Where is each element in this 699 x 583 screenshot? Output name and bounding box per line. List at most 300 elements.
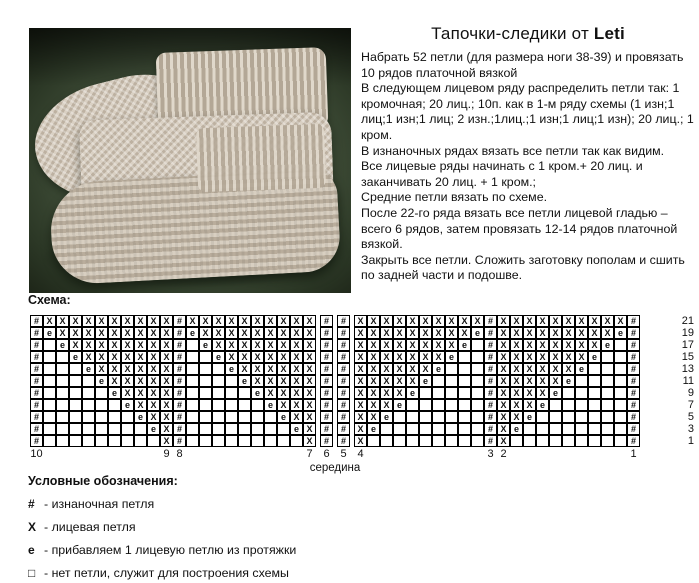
knit-cell: X (562, 339, 575, 351)
knit-cell: X (121, 327, 134, 339)
empty-cell (536, 411, 549, 423)
empty-cell (432, 423, 445, 435)
empty-cell (186, 351, 199, 363)
chart-row (173, 339, 186, 351)
knit-cell: X (536, 339, 549, 351)
knit-cell: X (458, 315, 471, 327)
chart-row (354, 339, 484, 351)
knit-cell: X (380, 375, 393, 387)
knit-cell: X (354, 327, 367, 339)
knit-cell: X (108, 327, 121, 339)
chart-row (30, 327, 43, 339)
knit-cell: X (277, 363, 290, 375)
empty-cell (186, 399, 199, 411)
increase-cell: e (406, 387, 419, 399)
empty-cell (212, 363, 225, 375)
knit-cell: X (497, 411, 510, 423)
chart-row (173, 423, 186, 435)
empty-cell (199, 387, 212, 399)
knit-cell: X (147, 315, 160, 327)
empty-cell (419, 399, 432, 411)
purl-cell: # (30, 339, 43, 351)
chart-row (627, 375, 640, 387)
empty-cell (212, 375, 225, 387)
knit-cell: X (419, 327, 432, 339)
knit-cell: X (303, 339, 316, 351)
chart-row (173, 363, 186, 375)
chart-row (497, 375, 627, 387)
knit-cell: X (147, 327, 160, 339)
empty-cell (82, 435, 95, 447)
knit-cell: X (445, 315, 458, 327)
knit-cell: X (367, 339, 380, 351)
chart-row (30, 399, 43, 411)
purl-cell: # (337, 351, 350, 363)
knit-cell: X (160, 327, 173, 339)
chart-row (186, 351, 316, 363)
purl-cell: # (173, 339, 186, 351)
chart-row (627, 423, 640, 435)
knit-cell: X (82, 351, 95, 363)
increase-cell: e (562, 375, 575, 387)
empty-cell (393, 411, 406, 423)
empty-cell (186, 363, 199, 375)
chart-row (173, 351, 186, 363)
empty-cell (82, 411, 95, 423)
empty-cell (575, 435, 588, 447)
knit-cell: X (367, 363, 380, 375)
empty-cell (575, 399, 588, 411)
chart-stitch-number: 4 (357, 448, 364, 460)
knit-cell: X (510, 351, 523, 363)
chart-row (43, 375, 173, 387)
chart-row (43, 339, 173, 351)
knit-cell: X (445, 327, 458, 339)
purl-cell: # (337, 435, 350, 447)
chart-row (337, 351, 350, 363)
chart-section-6 (337, 315, 350, 447)
knit-cell: X (277, 327, 290, 339)
chart-row (497, 435, 627, 447)
empty-cell (147, 435, 160, 447)
knit-cell: X (380, 363, 393, 375)
knit-cell: X (510, 339, 523, 351)
slippers-photo (29, 28, 351, 293)
empty-cell (614, 423, 627, 435)
chart-row (30, 339, 43, 351)
knit-cell: X (354, 399, 367, 411)
chart-row (30, 375, 43, 387)
empty-cell (601, 363, 614, 375)
page-title-text: Тапочки-следики от (431, 24, 594, 43)
knit-cell: X (160, 399, 173, 411)
chart-row (337, 387, 350, 399)
empty-cell (471, 411, 484, 423)
chart-row (30, 363, 43, 375)
chart-row (30, 387, 43, 399)
purl-cell: # (30, 363, 43, 375)
knit-cell: X (121, 387, 134, 399)
legend-item-increase (28, 543, 296, 557)
empty-cell (471, 423, 484, 435)
empty-cell (69, 411, 82, 423)
increase-cell: e (367, 423, 380, 435)
knit-cell: X (419, 351, 432, 363)
knit-cell: X (290, 387, 303, 399)
knit-cell: X (290, 399, 303, 411)
empty-cell (199, 375, 212, 387)
chart-row (186, 375, 316, 387)
empty-cell (367, 435, 380, 447)
chart-row (173, 411, 186, 423)
chart-row (354, 423, 484, 435)
knit-cell: X (251, 351, 264, 363)
empty-cell (601, 411, 614, 423)
knit-cell: X (523, 351, 536, 363)
knit-cell: X (277, 387, 290, 399)
purl-cell: # (484, 435, 497, 447)
knit-cell: X (82, 339, 95, 351)
knit-cell: X (82, 327, 95, 339)
empty-cell (601, 423, 614, 435)
knit-cell: X (367, 351, 380, 363)
knit-cell: X (303, 387, 316, 399)
chart-row (484, 327, 497, 339)
chart-row (484, 351, 497, 363)
empty-cell (458, 375, 471, 387)
knit-cell: X (445, 339, 458, 351)
knit-cell: X (186, 315, 199, 327)
knit-cell: X (108, 375, 121, 387)
knit-cell: X (354, 423, 367, 435)
knit-cell: X (380, 387, 393, 399)
knit-cell: X (251, 315, 264, 327)
knit-cell: X (108, 339, 121, 351)
purl-cell: # (173, 435, 186, 447)
empty-cell (199, 411, 212, 423)
knit-cell: X (471, 315, 484, 327)
chart-row (627, 411, 640, 423)
knit-cell: X (147, 339, 160, 351)
knit-cell: X (108, 351, 121, 363)
increase-cell: e (108, 387, 121, 399)
knit-cell: X (121, 363, 134, 375)
empty-cell (43, 339, 56, 351)
purl-cell: # (627, 399, 640, 411)
knit-cell: X (303, 363, 316, 375)
increase-cell: e (82, 363, 95, 375)
empty-cell (406, 399, 419, 411)
chart-row-number: 19 (681, 327, 694, 339)
empty-cell (199, 435, 212, 447)
knit-cell: X (290, 375, 303, 387)
empty-cell (471, 363, 484, 375)
purl-cell: # (320, 363, 333, 375)
knit-cell: X (393, 363, 406, 375)
empty-cell (471, 399, 484, 411)
empty-cell (601, 351, 614, 363)
chart-row (30, 315, 43, 327)
knit-cell: X (575, 339, 588, 351)
knit-cell: X (277, 315, 290, 327)
knit-cell: X (393, 339, 406, 351)
knit-cell: X (238, 339, 251, 351)
empty-cell (419, 411, 432, 423)
purl-cell: # (627, 339, 640, 351)
chart-row (337, 315, 350, 327)
knit-cell: X (354, 315, 367, 327)
empty-cell (406, 435, 419, 447)
purl-cell: # (627, 375, 640, 387)
empty-cell (458, 387, 471, 399)
knit-cell: X (277, 399, 290, 411)
knit-cell: X (393, 375, 406, 387)
increase-cell: e (212, 351, 225, 363)
knit-cell: X (199, 315, 212, 327)
purl-cell: # (173, 315, 186, 327)
chart-row (30, 435, 43, 447)
knit-cell: X (419, 363, 432, 375)
chart-row (173, 375, 186, 387)
knit-cell: X (264, 339, 277, 351)
chart-row (337, 363, 350, 375)
chart-row (320, 387, 333, 399)
knit-cell: X (510, 399, 523, 411)
empty-cell (588, 387, 601, 399)
knit-cell: X (69, 327, 82, 339)
purl-cell: # (30, 411, 43, 423)
empty-cell (251, 423, 264, 435)
chart-row (43, 327, 173, 339)
knit-cell: X (614, 315, 627, 327)
knit-cell: X (575, 327, 588, 339)
empty-cell (43, 363, 56, 375)
increase-cell: e (458, 339, 471, 351)
increase-cell: e (588, 351, 601, 363)
knit-cell: X (225, 327, 238, 339)
chart-bottom-slot (186, 448, 316, 460)
empty-cell (56, 399, 69, 411)
knit-cell: X (536, 363, 549, 375)
knit-cell: X (406, 315, 419, 327)
knit-cell: X (238, 315, 251, 327)
empty-cell (523, 423, 536, 435)
purl-cell: # (320, 399, 333, 411)
purl-cell: # (627, 363, 640, 375)
knit-cell: X (536, 351, 549, 363)
chart-row (320, 411, 333, 423)
empty-cell (69, 363, 82, 375)
empty-cell (536, 435, 549, 447)
chart-row (173, 327, 186, 339)
knit-cell: X (160, 387, 173, 399)
knit-cell: X (497, 351, 510, 363)
knit-cell: X (432, 351, 445, 363)
empty-cell (549, 435, 562, 447)
empty-cell (69, 435, 82, 447)
knit-cell: X (458, 327, 471, 339)
empty-cell (562, 387, 575, 399)
purl-cell: # (173, 327, 186, 339)
empty-cell (471, 375, 484, 387)
chart-section-10 (627, 315, 640, 447)
empty-cell (43, 435, 56, 447)
legend-text: - прибавляем 1 лицевую петлю из протяжки (44, 543, 297, 557)
purl-cell: # (320, 423, 333, 435)
knit-cell: X (380, 351, 393, 363)
chart-row-number: 17 (681, 339, 694, 351)
knit-cell: X (134, 375, 147, 387)
purl-cell: # (627, 435, 640, 447)
knit-cell: X (549, 315, 562, 327)
knit-cell: X (303, 375, 316, 387)
empty-cell (406, 411, 419, 423)
increase-cell: e (251, 387, 264, 399)
empty-cell (43, 411, 56, 423)
empty-cell (121, 435, 134, 447)
knit-cell: X (367, 375, 380, 387)
increase-cell: e (536, 399, 549, 411)
knit-cell: X (497, 399, 510, 411)
empty-cell (575, 411, 588, 423)
knit-cell: X (303, 351, 316, 363)
chart-row-number: 21 (681, 315, 694, 327)
purl-cell: # (627, 387, 640, 399)
knit-cell: X (95, 327, 108, 339)
legend-item-empty (28, 566, 296, 580)
chart-stitch-number: 7 (306, 448, 313, 460)
chart-row (186, 435, 316, 447)
knit-cell: X (575, 315, 588, 327)
chart-bottom-slot (627, 448, 640, 460)
purl-cell: # (30, 315, 43, 327)
empty-cell (134, 423, 147, 435)
chart-row-number: 15 (681, 351, 694, 363)
knit-cell: X (575, 351, 588, 363)
chart-row (354, 435, 484, 447)
chart-bottom-slot (354, 448, 484, 460)
knit-cell: X (212, 327, 225, 339)
empty-cell (588, 435, 601, 447)
knit-cell: X (549, 327, 562, 339)
chart-row (43, 351, 173, 363)
knit-cell: X (264, 363, 277, 375)
chart-row (354, 351, 484, 363)
knit-cell: X (95, 351, 108, 363)
empty-cell (251, 399, 264, 411)
increase-cell: e (199, 339, 212, 351)
chart-row (320, 399, 333, 411)
knit-cell: X (510, 387, 523, 399)
empty-cell (212, 435, 225, 447)
purl-cell: # (337, 399, 350, 411)
chart-stitch-number: 1 (630, 448, 637, 460)
empty-cell (225, 387, 238, 399)
knit-cell: X (134, 339, 147, 351)
empty-cell (614, 387, 627, 399)
knit-cell: X (290, 363, 303, 375)
empty-cell (277, 423, 290, 435)
increase-cell: e (419, 375, 432, 387)
knit-cell: X (562, 315, 575, 327)
empty-cell (56, 351, 69, 363)
chart-row (30, 351, 43, 363)
chart-row (173, 399, 186, 411)
knit-cell: X (497, 435, 510, 447)
chart-stitch-number: 8 (176, 448, 183, 460)
purl-cell: # (484, 339, 497, 351)
empty-cell (43, 387, 56, 399)
empty-cell (264, 423, 277, 435)
chart-row (497, 363, 627, 375)
empty-cell (225, 399, 238, 411)
knit-cell: X (549, 339, 562, 351)
chart-row (320, 375, 333, 387)
knit-cell: X (354, 363, 367, 375)
instruction-paragraph: В изнаночных рядах вязать все петли так как видим. (361, 143, 665, 158)
increase-cell: e (549, 387, 562, 399)
purl-cell: # (337, 423, 350, 435)
knit-cell: X (510, 411, 523, 423)
chart-row (186, 363, 316, 375)
empty-cell (56, 423, 69, 435)
chart-row (43, 411, 173, 423)
empty-cell (212, 387, 225, 399)
chart-row (627, 351, 640, 363)
chart-row-number: 5 (687, 411, 694, 423)
increase-cell: e (69, 351, 82, 363)
legend-block (28, 474, 296, 583)
chart-row (484, 423, 497, 435)
chart-row (337, 411, 350, 423)
empty-cell (614, 411, 627, 423)
empty-cell (199, 423, 212, 435)
empty-cell (614, 375, 627, 387)
knit-cell: X (523, 399, 536, 411)
empty-cell (108, 435, 121, 447)
empty-cell-symbol: □ (28, 566, 36, 580)
knit-cell: X (147, 411, 160, 423)
purl-cell: # (320, 411, 333, 423)
empty-cell (56, 435, 69, 447)
chart-row (627, 363, 640, 375)
knit-cell: X (549, 351, 562, 363)
knit-cell: X (160, 411, 173, 423)
chart-row (30, 423, 43, 435)
chart-row (484, 411, 497, 423)
empty-cell (601, 387, 614, 399)
empty-cell (199, 363, 212, 375)
chart-row (43, 387, 173, 399)
chart-row (354, 411, 484, 423)
chart-row-number: 1 (687, 435, 694, 447)
chart-row (337, 399, 350, 411)
chart-row (337, 423, 350, 435)
purl-cell: # (173, 387, 186, 399)
knit-cell: X (510, 363, 523, 375)
empty-cell (536, 423, 549, 435)
empty-cell (614, 399, 627, 411)
knit-symbol: X (28, 520, 37, 534)
instruction-paragraph: Закрыть все петли. Сложить заготовку пополам и сшить по задней части и подошве. (361, 252, 685, 283)
increase-cell: e (264, 399, 277, 411)
purl-cell: # (30, 399, 43, 411)
knit-cell: X (367, 327, 380, 339)
knit-cell: X (562, 327, 575, 339)
chart-row (627, 315, 640, 327)
purl-cell: # (30, 423, 43, 435)
chart-row (337, 339, 350, 351)
